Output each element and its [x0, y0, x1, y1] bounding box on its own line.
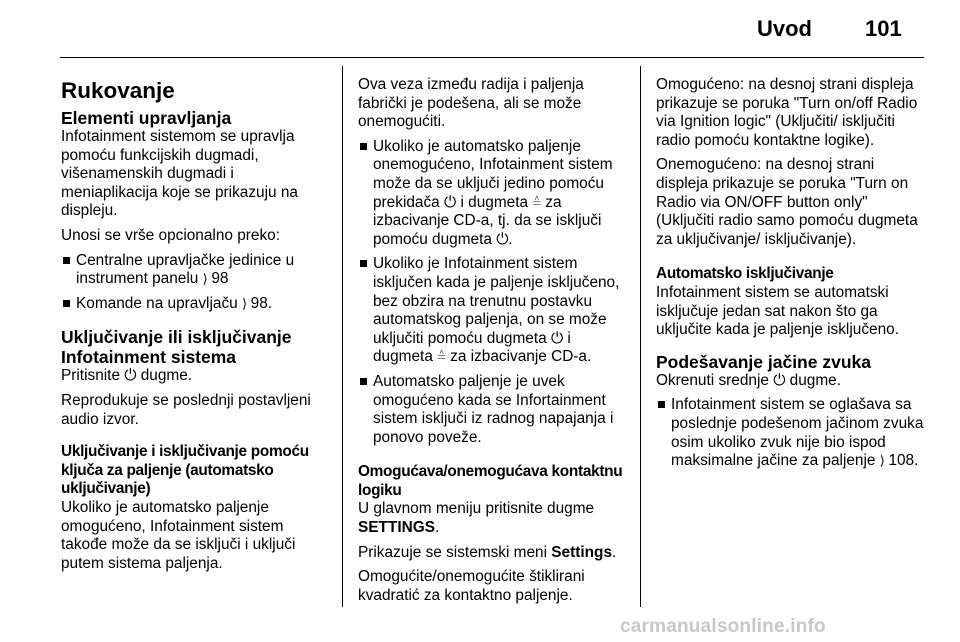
paragraph: Reprodukuje se poslednji postavljeni audio izvor.: [61, 391, 311, 428]
column-divider-1: [342, 66, 343, 607]
bullet-text: Komande na upravljaču: [76, 294, 242, 312]
bullet-square-icon: [63, 257, 70, 264]
bullet-text: Ukoliko je Infotainment sistem isključen kada je paljenje isključeno, bez obzira na trenutnu postavku automatskog paljenja, on se može uključiti pomoću dugmeta ⏻ i dugmeta ≙ za izbacivanje CD-a.: [373, 255, 620, 366]
page-ref-arrow-icon: ⟩: [879, 453, 889, 469]
bullet-item: [358, 138, 626, 250]
heading-volume: Podešavanje jačine zvuka: [656, 351, 871, 372]
bullet-text: Centralne upravljačke jedinice u instrument panelu: [76, 251, 295, 288]
paragraph: Infotainment sistem se automatski isključuje jedan sat nakon što ga uključite kada je paljenje isključeno.: [656, 283, 899, 339]
column-1: [61, 76, 329, 579]
header-rule: [60, 57, 924, 58]
chapter-heading: Rukovanje: [61, 78, 175, 103]
bullet-square-icon: [360, 378, 367, 385]
paragraph: Infotainment sistemom se upravlja pomoću funkcijskih dugmadi, višenamenskih dugmadi i meniaplikacija koje se prikazuju na displeju.: [61, 128, 298, 220]
paragraph: Onemogućeno: na desnoj strani displeja prikazuje se poruka "Turn on Radio via ON/OFF button only" (Uključiti radio samo pomoću dugmeta za uključivanje/ isključivanje).: [656, 156, 918, 248]
column-divider-2: [640, 66, 641, 607]
bullet-text: Infotainment sistem se oglašava sa poslednje podešenom jačinom zvuka osim ukoliko zvuk nije bio ispod maksimalne jačine za paljenje: [671, 396, 924, 470]
paragraph: [358, 544, 626, 563]
column-2: [358, 76, 626, 611]
text: .: [434, 519, 440, 537]
paragraph: Ova veza između radija i paljenja fabrički je podešena, ali se može onemogućiti.: [358, 76, 584, 131]
column-3: [656, 76, 924, 477]
bullet-item: [358, 373, 626, 447]
subheading-contact-logic: Omogućava/onemogućava kontaktnu logiku: [358, 463, 623, 499]
heading-controls: Elementi upravljanja: [61, 108, 232, 128]
bullet-item: [61, 252, 329, 289]
page-header: [0, 0, 960, 56]
bullet-item: [358, 255, 626, 367]
paragraph: Omogućite/onemogućite štiklirani kvadratić za kontaktno paljenje.: [358, 568, 585, 604]
paragraph: Okrenuti srednje ⏻ dugme.: [656, 371, 841, 389]
bullet-square-icon: [63, 300, 70, 307]
page-ref-arrow-icon: ⟩: [202, 271, 212, 287]
bullet-square-icon: [360, 143, 367, 150]
subheading-auto-off: Automatsko isključivanje: [656, 265, 834, 283]
bullet-square-icon: [658, 401, 665, 408]
settings-button-label: SETTINGS: [358, 519, 435, 537]
page-number: 101: [865, 16, 902, 41]
page-ref-arrow-icon: ⟩: [241, 295, 251, 311]
paragraph: [358, 500, 626, 537]
paragraph: Omogućeno: na desnoj strani displeja prikazuje se poruka "Turn on/off Radio via Ignition logic" (Uključiti/ isključiti radio pomoću kontaktne logike).: [656, 76, 918, 149]
bullet-item: [61, 295, 329, 314]
section-title: Uvod: [757, 16, 812, 41]
paragraph: Pritisnite ⏻ dugme.: [61, 367, 193, 385]
heading-power: Uključivanje ili isključivanje Infotainment sistema: [61, 327, 292, 368]
bullet-text: Ukoliko je automatsko paljenje onemogućeno, Infotainment sistem može da se uključi jedino pomoću prekidača ⏻ i dugmeta ≙ za izbacivanje CD-a, tj. da se isključi pomoću dugmeta ⏻.: [373, 137, 613, 248]
text: .: [612, 543, 617, 561]
text: U glavnom meniju pritisnite dugme: [358, 500, 595, 518]
bullet-text: Automatsko paljenje je uvek omogućeno kada se Infortainment sistem isključi iz radnog napajanja i ponovo poveže.: [373, 372, 614, 446]
settings-menu-label: Settings: [551, 543, 613, 561]
watermark: carmanualsonline.info: [620, 616, 826, 637]
paragraph: Ukoliko je automatsko paljenje omogućeno, Infotainment sistem takođe može da se isključi i uključi putem sistema paljenja.: [61, 498, 296, 572]
page-ref-link[interactable]: 98.: [250, 294, 273, 312]
paragraph: Unosi se vrše opcionalno preko:: [61, 226, 281, 244]
bullet-square-icon: [360, 260, 367, 267]
page-ref-link[interactable]: 98: [211, 270, 229, 288]
bullet-item: [656, 396, 924, 470]
page-ref-link[interactable]: 108.: [888, 452, 919, 470]
text: Prikazuje se sistemski meni: [358, 543, 552, 561]
subheading-ignition: Uključivanje i isključivanje pomoću ključa za paljenje (automatsko uključivanje): [61, 443, 309, 498]
